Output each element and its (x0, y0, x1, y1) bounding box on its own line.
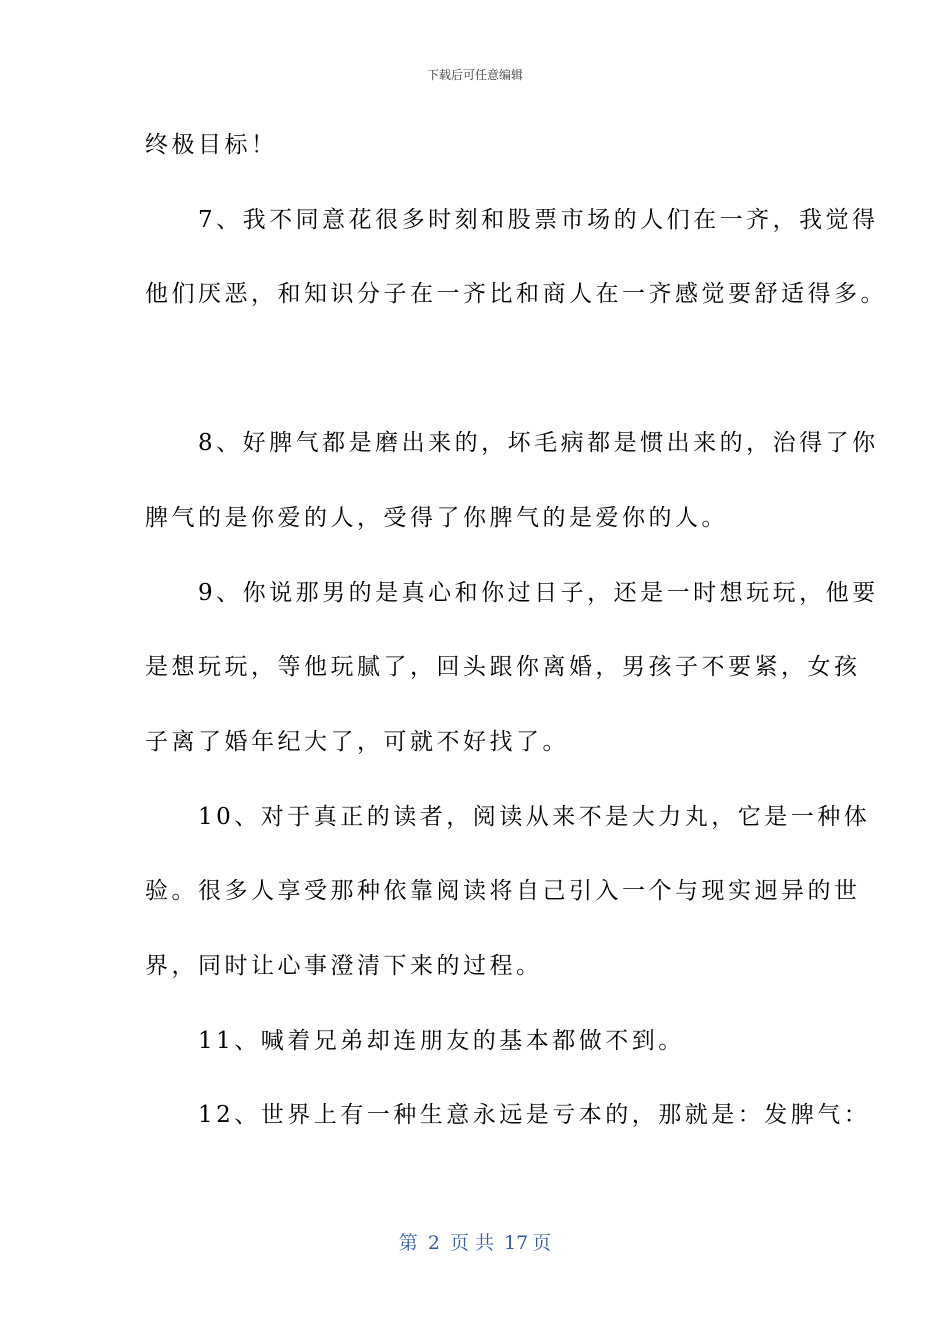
text-line: 他们厌恶，和知识分子在一齐比和商人在一齐感觉要舒适得多。 (145, 281, 887, 307)
page-footer (0, 1228, 950, 1255)
footer-total-pages: 17 (504, 1232, 529, 1254)
text-line: 是想玩玩，等他玩腻了，回头跟你离婚，男孩子不要紧，女孩 (145, 654, 861, 680)
text-line: 终极目标！ (145, 132, 278, 158)
footer-suffix: 页 (532, 1232, 552, 1254)
footer-page-number: 2 (427, 1232, 440, 1254)
footer-prefix: 第 (398, 1232, 418, 1254)
text-line: 11、喊着兄弟却连朋友的基本都做不到。 (145, 1028, 685, 1054)
text-line: 脾气的是你爱的人，受得了你脾气的是爱你的人。 (145, 505, 728, 531)
header-note: 下载后可任意编辑 (426, 68, 523, 82)
text-line: 8、好脾气都是磨出来的，坏毛病都是惯出来的，治得了你 (145, 430, 879, 456)
text-line: 10、对于真正的读者，阅读从来不是大力丸，它是一种体 (145, 804, 871, 830)
text-line: 界，同时让心事澄清下来的过程。 (145, 953, 543, 979)
text-line: 验。很多人享受那种依靠阅读将自己引入一个与现实迥异的世 (145, 878, 861, 904)
text-line: 12、世界上有一种生意永远是亏本的，那就是：发脾气： (145, 1102, 871, 1128)
text-line: 9、你说那男的是真心和你过日子，还是一时想玩玩，他要 (145, 580, 879, 606)
footer-middle: 页 共 (449, 1232, 494, 1254)
text-line: 7、我不同意花很多时刻和股票市场的人们在一齐，我觉得 (145, 207, 879, 233)
text-line: 子离了婚年纪大了，可就不好找了。 (145, 729, 569, 755)
